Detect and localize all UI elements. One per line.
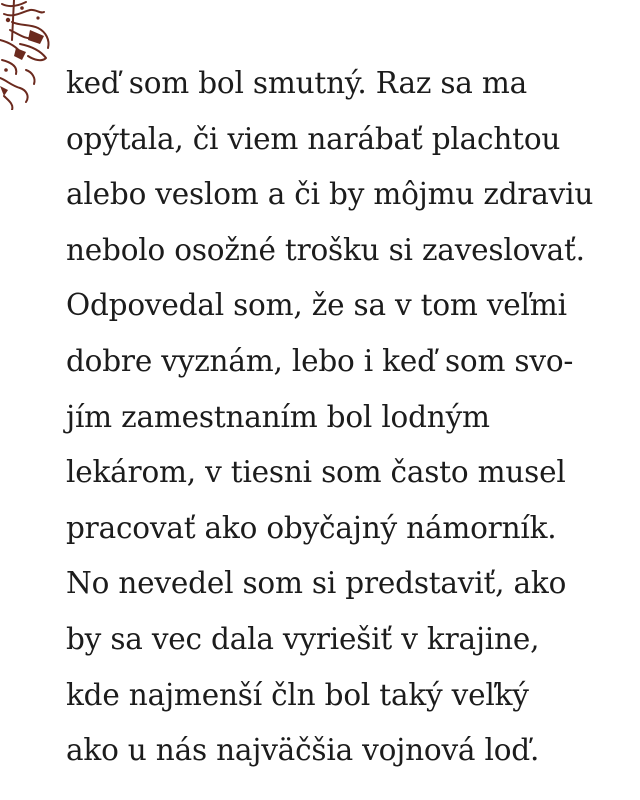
text-line: opýtala, či viem narábať plachtou xyxy=(66,121,561,156)
text-line: No nevedel som si predstaviť, ako xyxy=(66,566,567,601)
text-line: by sa vec dala vyriešiť v krajine, xyxy=(66,621,540,656)
text-line: kde najmenší čln bol taký veľký xyxy=(66,677,529,712)
text-line: Odpovedal som, že sa v tom veľmi xyxy=(66,288,567,323)
text-line: lekárom, v tiesni som často musel xyxy=(66,455,566,490)
text-line: keď som bol smutný. Raz sa ma xyxy=(66,66,528,100)
text-line: ako u nás najväčšia vojnová loď. xyxy=(66,733,540,768)
text-line: pracovať ako obyčajný námorník. xyxy=(66,510,557,545)
text-line: jím zamestnaním bol lodným xyxy=(66,399,490,434)
text-line: dobre vyznám, lebo i keď som svo- xyxy=(66,343,574,378)
text-line: alebo veslom a či by môjmu zdraviu xyxy=(66,177,594,212)
body-text xyxy=(66,56,626,779)
ship-illustration-fragment xyxy=(0,0,62,110)
text-line: nebolo osožné trošku si zaveslovať. xyxy=(66,232,585,267)
